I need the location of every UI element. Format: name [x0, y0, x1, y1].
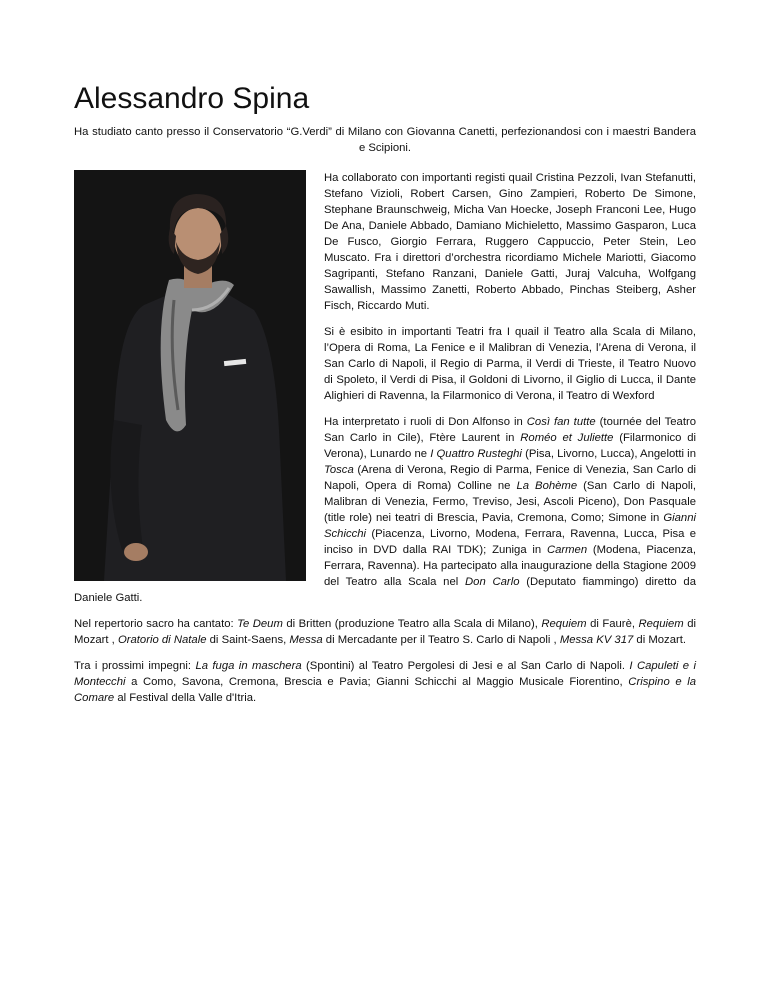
- document-body: [74, 124, 696, 716]
- portrait-figure: [74, 170, 306, 581]
- text-run: Tra i prossimi impegni:: [74, 660, 196, 672]
- text-run: (Modena, Piacenza, Ferrara, Ravenna). Ha partecipato alla inaugurazione della Stagione 2009 del Teatro alla Scala nel: [324, 544, 696, 588]
- work-title: Oratorio di Natale: [117, 634, 207, 646]
- text-run: (Deputato fiammingo) diretto da Daniele Gatti.: [74, 576, 696, 604]
- collaborations-paragraph: Ha collaborato con importanti registi quail Cristina Pezzoli, Ivan Stefanutti, Stefano Vizioli, Robert Carsen, Gino Zampieri, Roberto De Simone, Stephane Braunschweig, Micha Van Hoecke, Joseph Franconi Lee, Hugo De Ana, Daniele Abbado, Damiano Michieletto, Massimo Gasparon, Luca De Fusco, Giorgio Ferrara, Ruggero Cappuccio, Peter Stein, Leo Muscato. Fra i direttori d’orchestra ricordiamo Michele Mariotti, Giacomo Sagripanti, Stefano Ranzani, Daniele Gatti, Juraj Valcuha, Wolfgang Sawallish, Massimo Zanetti, Roberto Abbado, Pinchas Steiberg, Asher Fisch, Riccardo Muti.: [324, 172, 696, 312]
- work-title: La Bohème: [516, 480, 578, 492]
- text-run: (Pisa, Livorno, Lucca), Angelotti in: [521, 448, 696, 460]
- work-title: Messa KV 317: [559, 634, 634, 646]
- work-title: I Quattro Rusteghi: [430, 448, 522, 460]
- work-title: I Capuleti e i Montecchi: [74, 660, 696, 688]
- work-title: Requiem: [541, 618, 587, 630]
- work-title: Gianni Schicchi: [324, 512, 696, 540]
- text-run: (Arena di Verona, Regio di Parma, Fenice di Venezia, San Carlo di Napoli, Opera di Roma) Colline ne: [324, 464, 696, 492]
- text-run: di Mozart.: [633, 634, 687, 646]
- text-run: al Festival della Valle d'Itria.: [114, 692, 257, 704]
- work-title: Crispino e la Comare: [74, 676, 696, 704]
- work-title: Carmen: [546, 544, 588, 556]
- text-run: (San Carlo di Napoli, Malibran di Venezia, Fermo, Treviso, Jesi, Ascoli Piceno), Don Pasquale (title role) nei teatri di Brescia, Pavia, Cremona, Como; Simone in: [324, 480, 697, 524]
- work-title: Messa: [289, 634, 323, 646]
- text-run: di Britten (produzione Teatro alla Scala di Milano),: [282, 618, 542, 630]
- work-title: La fuga in maschera: [195, 660, 302, 672]
- work-title: Te Deum: [237, 618, 283, 630]
- text-run: Nel repertorio sacro ha cantato:: [74, 618, 238, 630]
- text-run: di Mozart ,: [74, 618, 696, 646]
- work-title: Don Carlo: [465, 576, 520, 588]
- text-run: di Mercadante per il Teatro S. Carlo di Napoli ,: [322, 634, 560, 646]
- work-title: Roméo et Juliette: [520, 432, 614, 444]
- work-title: Tosca: [324, 464, 354, 476]
- text-run: (tournée del Teatro San Carlo in Cile), Ftère Laurent in: [324, 416, 696, 444]
- page-title: Alessandro Spina: [74, 82, 310, 115]
- theatres-paragraph: Si è esibito in importanti Teatri fra I quail il Teatro alla Scala di Milano, l’Opera di Roma, La Fenice e il Malibran di Venezia, l’Arena di Verona, il San Carlo di Napoli, il Regio di Parma, il Verdi di Trieste, il Teatro Nuovo di Spoleto, il Verdi di Pisa, il Goldoni di Livorno, il Giglio di Lucca, il Dante Alighieri di Ravenna, la Filarmonico di Verona, il Teatro di Wexford: [324, 326, 696, 402]
- text-run: (Piacenza, Livorno, Modena, Ferrara, Ravenna, Lucca, Pisa e inciso in DVD dalla RAI TDK); Zuniga in: [324, 528, 696, 556]
- work-title: Requiem: [638, 618, 684, 630]
- portrait-photo: [74, 170, 306, 581]
- text-run: di Saint-Saens,: [206, 634, 290, 646]
- intro-paragraph: Ha studiato canto presso il Conservatorio “G.Verdi” di Milano con Giovanna Canetti, perfezionandosi con i maestri Bandera e Scipioni.: [74, 126, 696, 154]
- work-title: Così fan tutte: [526, 416, 596, 428]
- text-run: di Faurè,: [586, 618, 639, 630]
- text-run: a Como, Savona, Cremona, Brescia e Pavia; Gianni Schicchi al Maggio Musicale Fiorentino,: [125, 676, 629, 688]
- upcoming-engagements-paragraph: [74, 658, 696, 706]
- text-run: (Spontini) al Teatro Pergolesi di Jesi e al San Carlo di Napoli.: [301, 660, 630, 672]
- text-run: (Filarmonico di Verona), Lunardo ne: [324, 432, 696, 460]
- text-run: Ha interpretato i ruoli di Don Alfonso in: [324, 416, 527, 428]
- sacred-repertoire-paragraph: [74, 616, 696, 648]
